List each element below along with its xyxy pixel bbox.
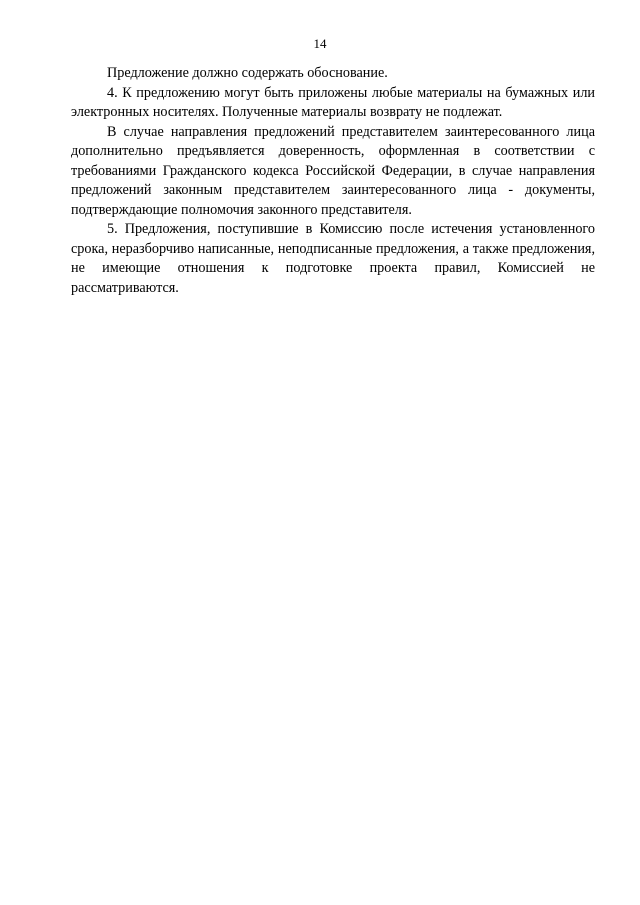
paragraph-item-5-rejected-proposals: 5. Предложения, поступившие в Комиссию после истечения установленного срока, неразборчиво написанные, неподписанные предложения, а также предложения, не имеющие отношения к подготовке проекта правил, Комиссией не рассматриваются.: [71, 221, 595, 296]
paragraph-representative-power-of-attorney: В случае направления предложений представителем заинтересованного лица дополнительно предъявляется доверенность, оформленная в соответствии с требованиями Гражданского кодекса Российской Федерации, в случае направления предложений законным представителем заинтересованного лица - документы, подтверждающие полномочия законного представителя.: [71, 123, 595, 218]
document-body: [71, 64, 595, 298]
paragraph-item-4-materials: 4. К предложению могут быть приложены любые материалы на бумажных или электронных носителях. Полученные материалы возврату не подлежат.: [71, 84, 595, 120]
paragraph-justification-note: Предложение должно содержать обоснование.: [107, 65, 388, 81]
page-number: 14: [313, 36, 327, 51]
